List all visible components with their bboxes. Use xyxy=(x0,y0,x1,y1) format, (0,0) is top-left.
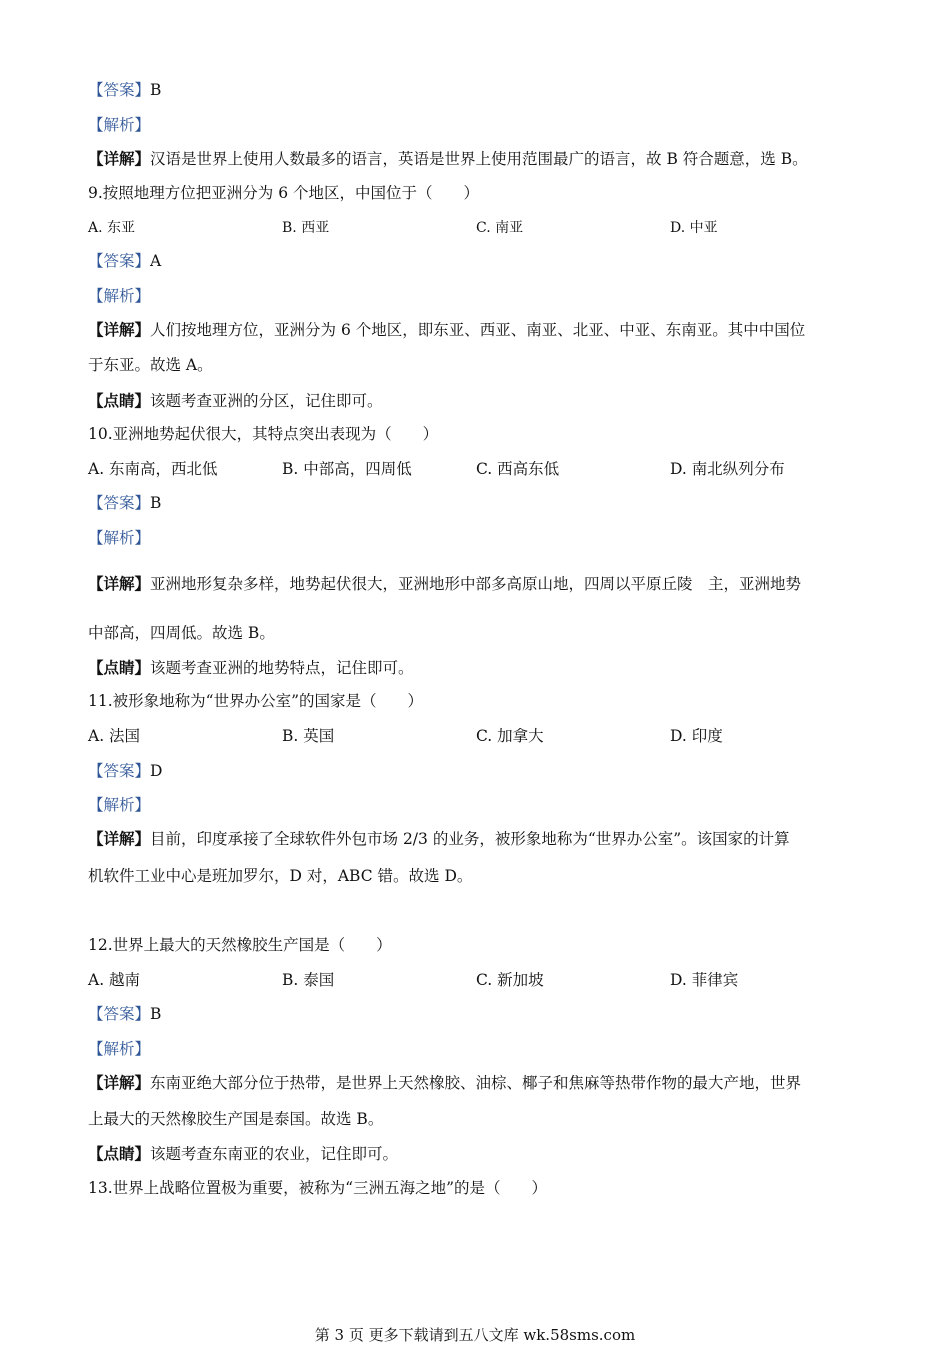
detail-label: 【详解】 xyxy=(88,1073,151,1092)
analysis-label: 【解析】 xyxy=(88,796,151,814)
detail-label: 【详解】 xyxy=(88,320,151,339)
comment-label: 【点睛】 xyxy=(88,1144,151,1163)
option-a: A. 法国 xyxy=(88,727,141,745)
q12-detail-2: 上最大的天然橡胶生产国是泰国。故选 B。 xyxy=(88,1110,384,1128)
option-b: B. 西亚 xyxy=(282,220,330,236)
answer-label: 【答案】 xyxy=(88,1005,151,1023)
q10-answer xyxy=(88,492,161,514)
option-c: C. 西高东低 xyxy=(476,460,560,478)
analysis-label: 【解析】 xyxy=(88,116,151,134)
q10-stem: 10.亚洲地势起伏很大，其特点突出表现为（ ） xyxy=(88,425,439,443)
option-a: A. 东南高，西北低 xyxy=(88,460,218,478)
option-c: C. 新加坡 xyxy=(476,971,544,989)
q12-analysis xyxy=(88,1038,150,1060)
q13-stem: 13.世界上战略位置极为重要，被称为“三洲五海之地”的是（ ） xyxy=(88,1179,548,1197)
q11-answer xyxy=(88,760,162,782)
comment-text: 该题考查东南亚的农业，记住即可。 xyxy=(150,1145,399,1163)
q11-detail-2: 机软件工业中心是班加罗尔，D 对，ABC 错。故选 D。 xyxy=(88,867,473,885)
option-d: D. 菲律宾 xyxy=(670,971,739,989)
q9-analysis xyxy=(88,285,150,307)
detail-text: 人们按地理方位，亚洲分为 6 个地区，即东亚、西亚、南亚、北亚、中亚、东南亚。其中中国位 xyxy=(150,321,806,339)
q9-comment xyxy=(88,390,383,412)
q9-answer xyxy=(88,250,161,272)
q12-comment xyxy=(88,1143,398,1165)
detail-text: 东南亚绝大部分位于热带，是世界上天然橡胶、油棕、椰子和焦麻等热带作物的最大产地，世界 xyxy=(150,1074,802,1092)
q11-analysis xyxy=(88,794,150,816)
option-a: A. 越南 xyxy=(88,971,141,989)
q9-detail-2: 于东亚。故选 A。 xyxy=(88,356,213,374)
q8-detail xyxy=(88,148,808,170)
answer-label: 【答案】 xyxy=(88,81,151,99)
q8-answer xyxy=(88,79,161,101)
option-d: D. 印度 xyxy=(670,727,723,745)
q9-detail-1 xyxy=(88,319,805,341)
option-d: D. 南北纵列分布 xyxy=(670,460,785,478)
q11-detail-1 xyxy=(88,828,790,850)
q10-analysis xyxy=(88,527,150,549)
answer-value: B xyxy=(150,81,162,99)
option-c: C. 南亚 xyxy=(476,220,524,236)
comment-label: 【点睛】 xyxy=(88,391,151,410)
option-d: D. 中亚 xyxy=(670,220,718,236)
detail-text: 亚洲地形复杂多样，地势起伏很大，亚洲地形中部多高原山地，四周以平原丘陵 主，亚洲地势 xyxy=(150,575,802,593)
q10-comment xyxy=(88,657,414,679)
comment-text: 该题考查亚洲的地势特点，记住即可。 xyxy=(150,659,414,677)
detail-text: 汉语是世界上使用人数最多的语言，英语是世界上使用范围最广的语言，故 B 符合题意，选 B。 xyxy=(150,150,808,168)
comment-text: 该题考查亚洲的分区，记住即可。 xyxy=(150,392,383,410)
answer-value: B xyxy=(150,1005,162,1023)
q8-analysis xyxy=(88,114,150,136)
analysis-label: 【解析】 xyxy=(88,287,151,305)
q12-stem: 12.世界上最大的天然橡胶生产国是（ ） xyxy=(88,936,392,954)
detail-label: 【详解】 xyxy=(88,149,151,168)
q9-stem: 9.按照地理方位把亚洲分为 6 个地区，中国位于（ ） xyxy=(88,184,480,202)
answer-label: 【答案】 xyxy=(88,494,151,512)
answer-label: 【答案】 xyxy=(88,252,151,270)
analysis-label: 【解析】 xyxy=(88,1040,151,1058)
q11-stem: 11.被形象地称为“世界办公室”的国家是（ ） xyxy=(88,692,423,710)
q12-detail-1 xyxy=(88,1072,801,1094)
page-footer: 第 3 页 更多下载请到五八文库 wk.58sms.com xyxy=(314,1326,636,1344)
option-a: A. 东亚 xyxy=(88,220,136,236)
q10-detail-1 xyxy=(88,573,801,595)
detail-label: 【详解】 xyxy=(88,574,151,593)
answer-value: B xyxy=(150,494,162,512)
detail-label: 【详解】 xyxy=(88,829,151,848)
answer-value: D xyxy=(150,762,163,780)
q10-detail-2: 中部高，四周低。故选 B。 xyxy=(88,624,275,642)
q12-answer xyxy=(88,1003,161,1025)
detail-text: 目前，印度承接了全球软件外包市场 2/3 的业务，被形象地称为“世界办公室”。该国家的计算 xyxy=(150,830,790,848)
analysis-label: 【解析】 xyxy=(88,529,151,547)
option-b: B. 中部高，四周低 xyxy=(282,460,412,478)
comment-label: 【点睛】 xyxy=(88,658,151,677)
option-b: B. 泰国 xyxy=(282,971,335,989)
option-c: C. 加拿大 xyxy=(476,727,544,745)
option-b: B. 英国 xyxy=(282,727,335,745)
answer-label: 【答案】 xyxy=(88,762,151,780)
answer-value: A xyxy=(150,252,162,270)
